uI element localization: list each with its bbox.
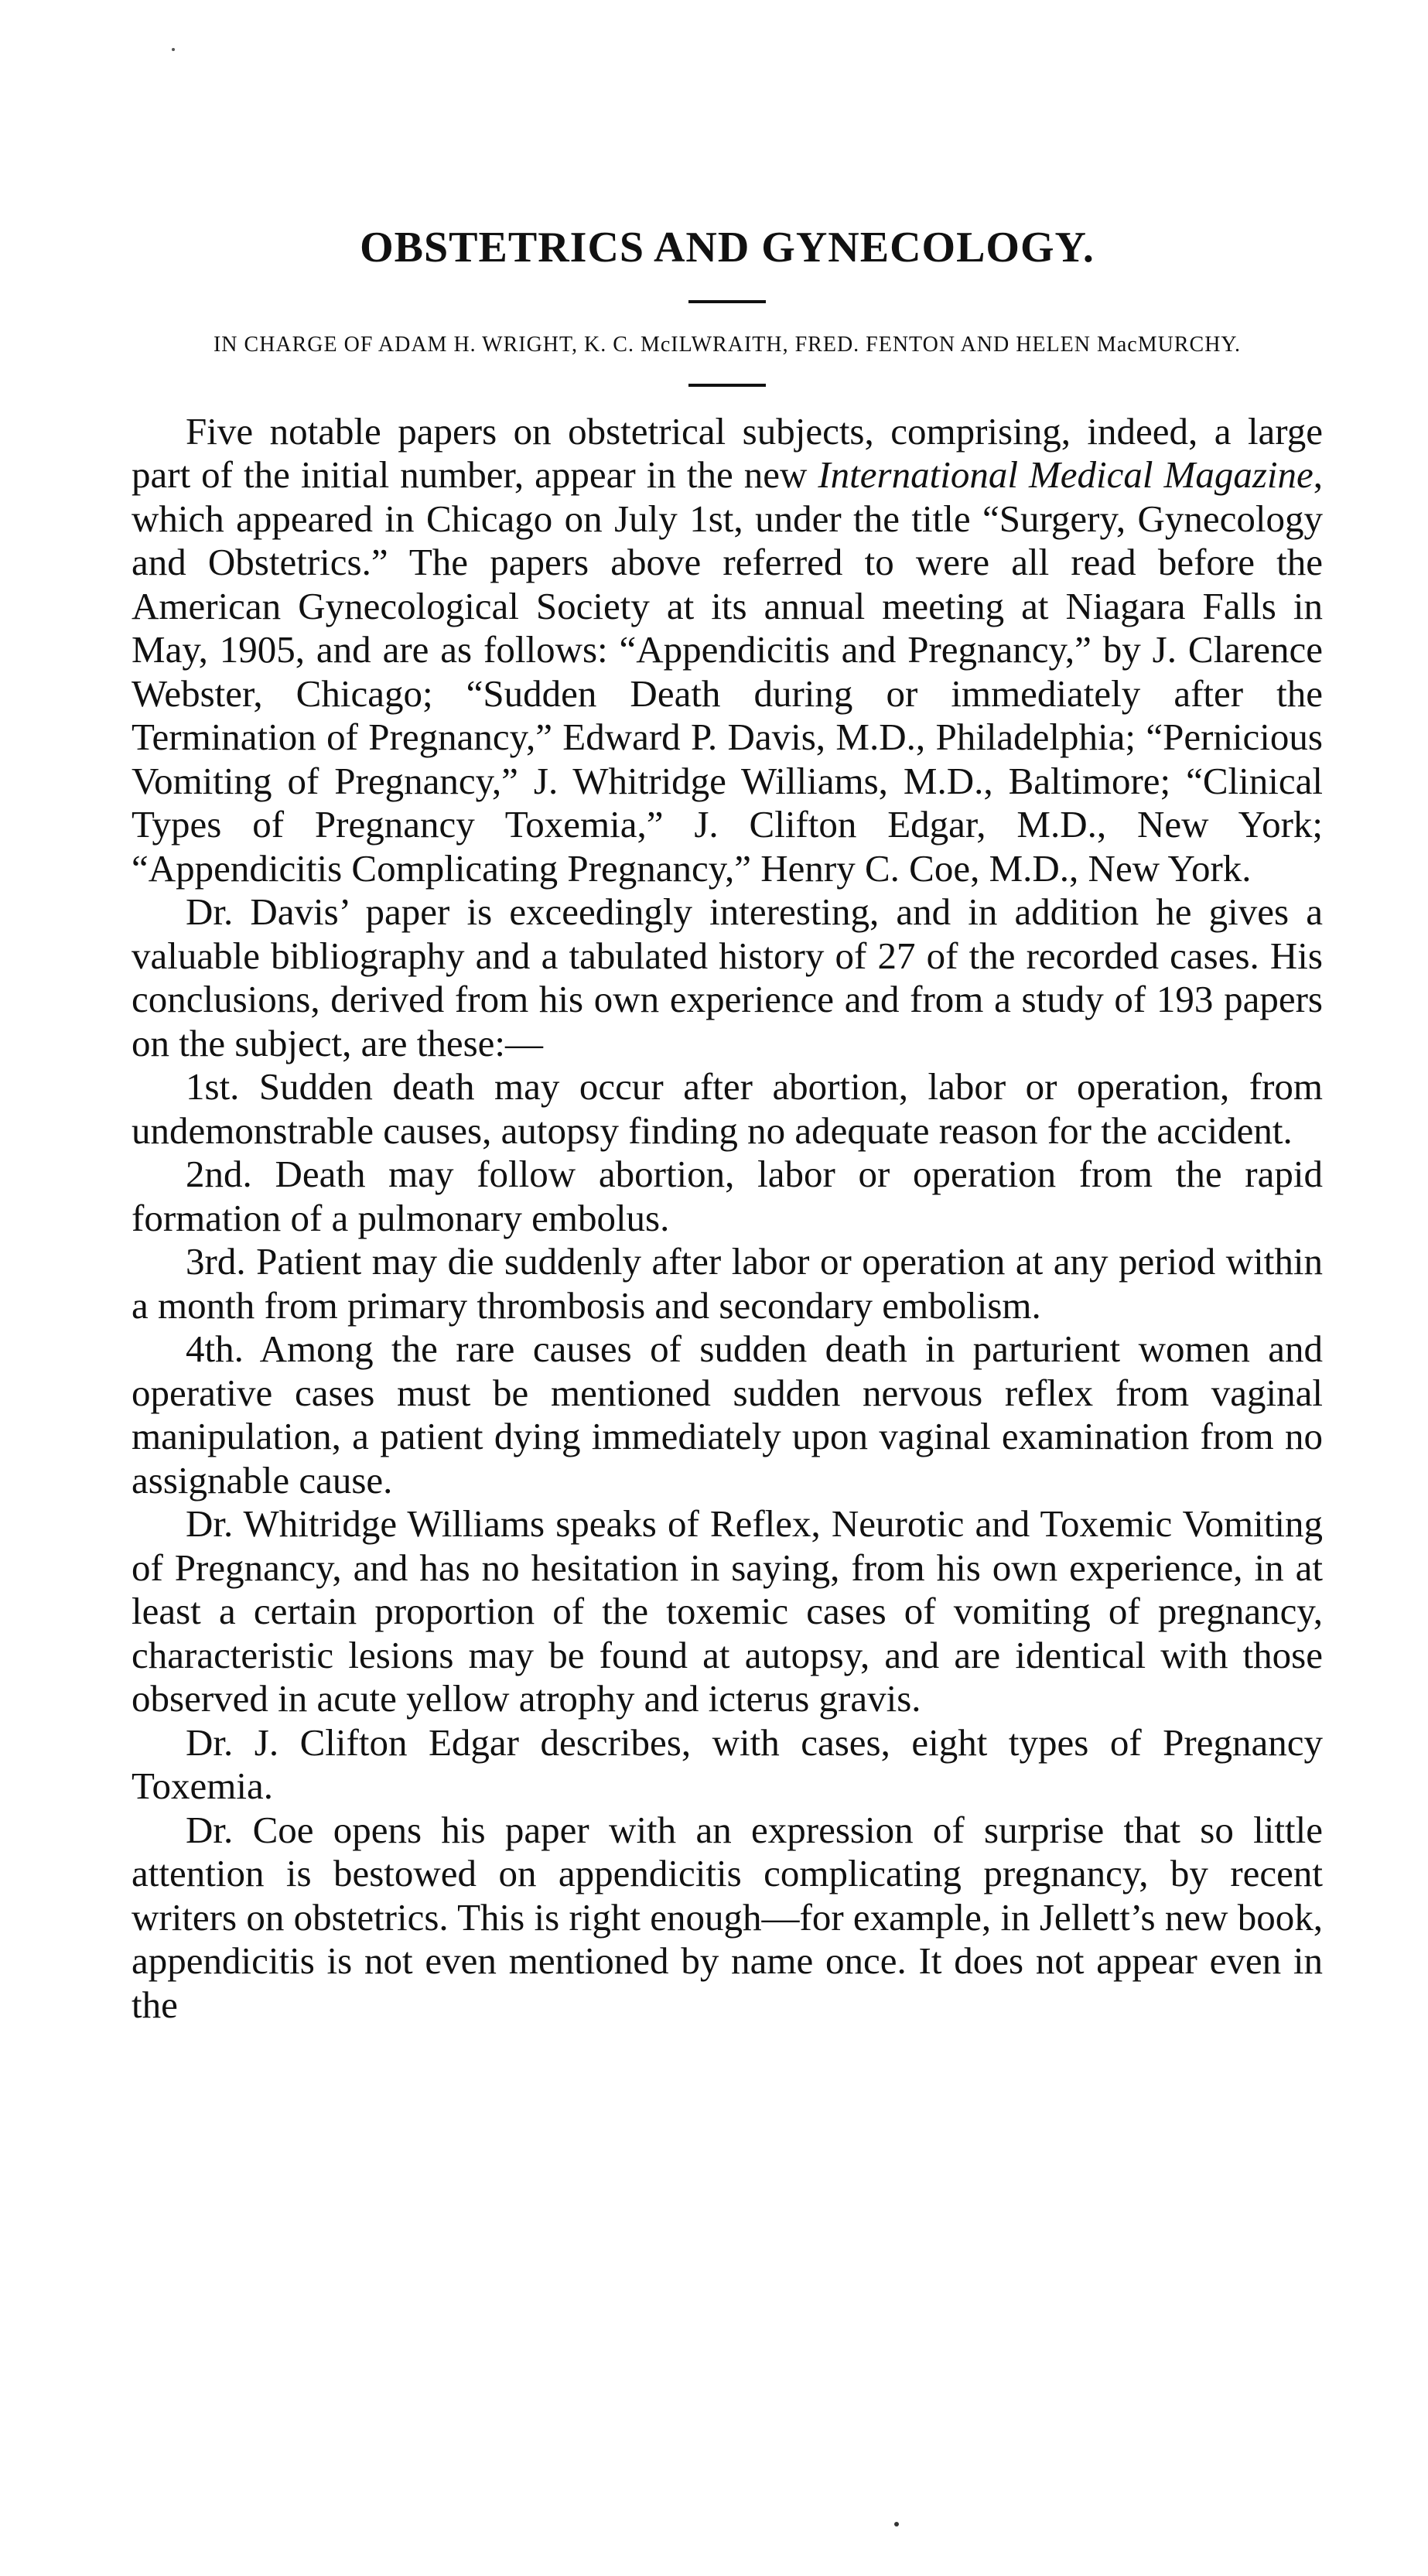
stray-mark-top	[172, 48, 175, 51]
page-content	[132, 224, 1323, 2027]
paragraph-edgar: Dr. J. Clifton Edgar describes, with cases, eight types of Pregnancy Toxemia.	[132, 1720, 1323, 1808]
section-title: OBSTETRICS AND GYNECOLOGY.	[360, 224, 1095, 272]
intro-text-before: Five notable papers on obstetrical subjects, comprising, indeed, a large part of the initial number, appear in the new	[132, 409, 1323, 497]
paragraph-conclusion-2: 2nd. Death may follow abortion, labor or operation from the rapid formation of a pulmonary embolus.	[132, 1153, 1323, 1239]
paragraph-davis: Dr. Davis’ paper is exceedingly interesting, and in addition he gives a valuable bibliography and a tabulated history of 27 of the recorded cases. His conclusions, derived from his own experience and from a study of 193 papers on the subject, are these:—	[132, 890, 1323, 1064]
paragraph-coe: Dr. Coe opens his paper with an expression of surprise that so little attention is bestowed on appendicitis complicating pregnancy, by recent writers on obstetrics. This is right enough—for example, in Jellett’s new book, appendicitis is not even mentioned by name once. It does not appear even in the	[132, 1808, 1323, 2026]
title-rule	[688, 300, 766, 303]
paragraph-conclusion-3: 3rd. Patient may die suddenly after labor or operation at any period within a month from primary thrombosis and secondary embolism.	[132, 1240, 1323, 1327]
editors-byline: IN CHARGE OF ADAM H. WRIGHT, K. C. McILWRAITH, FRED. FENTON AND HELEN MacMURCHY.	[213, 332, 1242, 357]
paragraph-conclusion-1: 1st. Sudden death may occur after abortion, labor or operation, from undemonstrable causes, autopsy finding no adequate reason for the accident.	[132, 1065, 1323, 1152]
stray-mark-bottom	[894, 2522, 899, 2526]
paragraph-williams: Dr. Whitridge Williams speaks of Reflex, Neurotic and Toxemic Vomiting of Pregnancy, and has no hesitation in saying, from his own experience, in at least a certain proportion of the toxemic cases of vomiting of pregnancy, characteristic lesions may be found at autopsy, and are identical with those observed in acute yellow atrophy and icterus gravis.	[132, 1502, 1323, 1720]
paragraph-conclusion-4: 4th. Among the rare causes of sudden death in parturient women and operative cases must be mentioned sudden nervous reflex from vaginal manipulation, a patient dying immediately upon vaginal examination from no assignable cause.	[132, 1327, 1323, 1502]
intro-text-after: , which appeared in Chicago on July 1st, under the title “Surgery, Gynecology and Obstetrics.” The papers above referred to were all read before the American Gynecological Society at its annual meeting at Niagara Falls in May, 1905, and are as follows: “Appendicitis and Pregnancy,” by J. Clarence Webster, Chicago; “Sudden Death during or immediately after the Termination of Pregnancy,” Edward P. Davis, M.D., Philadelphia; “Pernicious Vomiting of Pregnancy,” J. Whitridge Williams, M.D., Baltimore; “Clinical Types of Pregnancy Toxemia,” J. Clifton Edgar, M.D., New York; “Appendicitis Complicating Pregnancy,” Henry C. Coe, M.D., New York.	[132, 453, 1323, 890]
journal-title: International Medical Magazine	[818, 453, 1314, 497]
paragraph-intro	[132, 410, 1323, 891]
byline-rule	[688, 384, 766, 387]
